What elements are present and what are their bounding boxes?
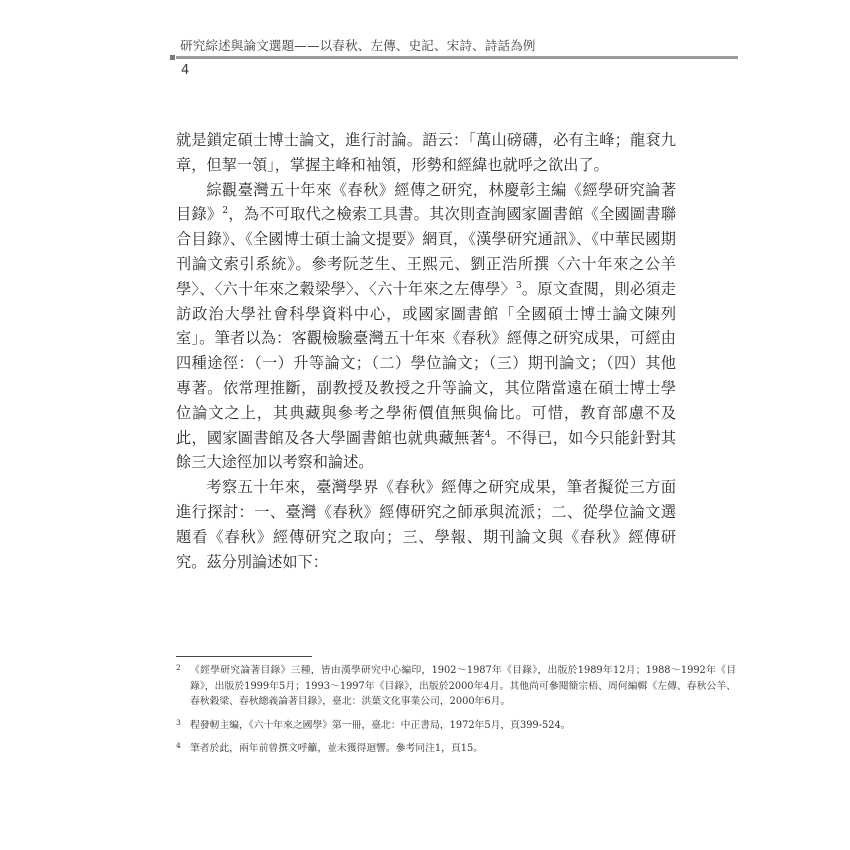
paragraph-2-part-a: 綜觀臺灣五十年來《春秋》經傳之研究，林慶彰主編《經學研究論著目錄》 [176, 180, 676, 224]
footnote-mark: 3 [176, 717, 181, 727]
paragraph-2-part-b: ，為不可取代之檢索工具書。其次則查詢國家圖書館《全國圖書聯合目錄》、《全國博士碩士論文提要》網頁，《漢學研究通訊》、《中華民國期刊論文索引系統》。參考阮芝生、王熙元、劉正浩所撰〈六十年來之公羊學〉、〈六十年來之穀梁學〉、〈六十年來之左傳學〉 [176, 205, 677, 298]
footnote-4 [176, 741, 736, 757]
footnote-text: 程發軔主編，《六十年來之國學》第一冊，臺北：中正書局，1972年5月，頁399-524。 [190, 719, 571, 731]
body-text [176, 128, 676, 574]
paragraph-2-part-d: 。不得已，如今只能針對其餘三大途徑加以考察和論述。 [176, 428, 677, 472]
footnote-rule [176, 656, 312, 657]
header-rule [176, 56, 738, 59]
footnote-ref-4[interactable]: 4 [484, 429, 491, 440]
paragraph-1: 就是鎖定碩士博士論文，進行討論。語云：「萬山磅礴，必有主峰；龍袞九章，但挈一領」，掌握主峰和袖領，形勢和經緯也就呼之欲出了。 [176, 131, 676, 174]
footnote-2 [176, 663, 736, 710]
footnote-mark: 4 [176, 741, 181, 751]
header-marker [170, 55, 175, 60]
footnote-3 [176, 718, 736, 734]
footnote-mark: 2 [176, 663, 181, 672]
paragraph-2 [176, 178, 676, 476]
running-header-title: 研究綜述與論文選題——以春秋、左傳、史記、宋詩、詩話為例 [180, 38, 536, 53]
footnotes [176, 663, 736, 765]
paragraph-2-part-c: 。原文查閱，則必須走訪政治大學社會科學資料中心，或國家圖書館「全國碩士博士論文陳列室」。筆者以為：客觀檢驗臺灣五十年來《春秋》經傳之研究成果，可經由四種途徑：（一）升等論文；（二）學位論文；（三）期刊論文；（四）其他專著。依常理推斷，副教授及教授之升等論文，其位階當遠在碩士博士學位論文之上，其典藏與參考之學術價值無與倫比。可惜，教育部慮不及此，國家圖書館及各大學圖書館也就典藏無著 [176, 279, 676, 447]
footnote-text: 筆者於此，兩年前曾撰文呼籲，並未獲得迴響。參考同注1，頁15。 [190, 743, 484, 755]
footnote-ref-3[interactable]: 3 [515, 280, 522, 291]
footnote-ref-2[interactable]: 2 [222, 206, 229, 217]
paragraph-3: 考察五十年來，臺灣學界《春秋》經傳之研究成果，筆者擬從三方面進行探討：一、臺灣《春秋》經傳研究之師承與流派；二、從學位論文選題看《春秋》經傳研究之取向；三、學報、期刊論文與《春秋》經傳研究。茲分別論述如下： [176, 478, 676, 571]
page-number: 4 [181, 63, 190, 78]
footnote-text: 《經學研究論著目錄》三種，皆由漢學研究中心編印，1902～1987年《目錄》，出版於1989年12月；1988～1992年《目錄》，出版於1999年5月；1993～1997年《目錄》，出版於2000年4月。其他尚可參閱簡宗梧、周何編輯《左傳、春秋公羊、春秋穀梁、春秋總義論著目錄》，臺北：洪葉文化事業公司，2000年6月。 [190, 665, 736, 708]
